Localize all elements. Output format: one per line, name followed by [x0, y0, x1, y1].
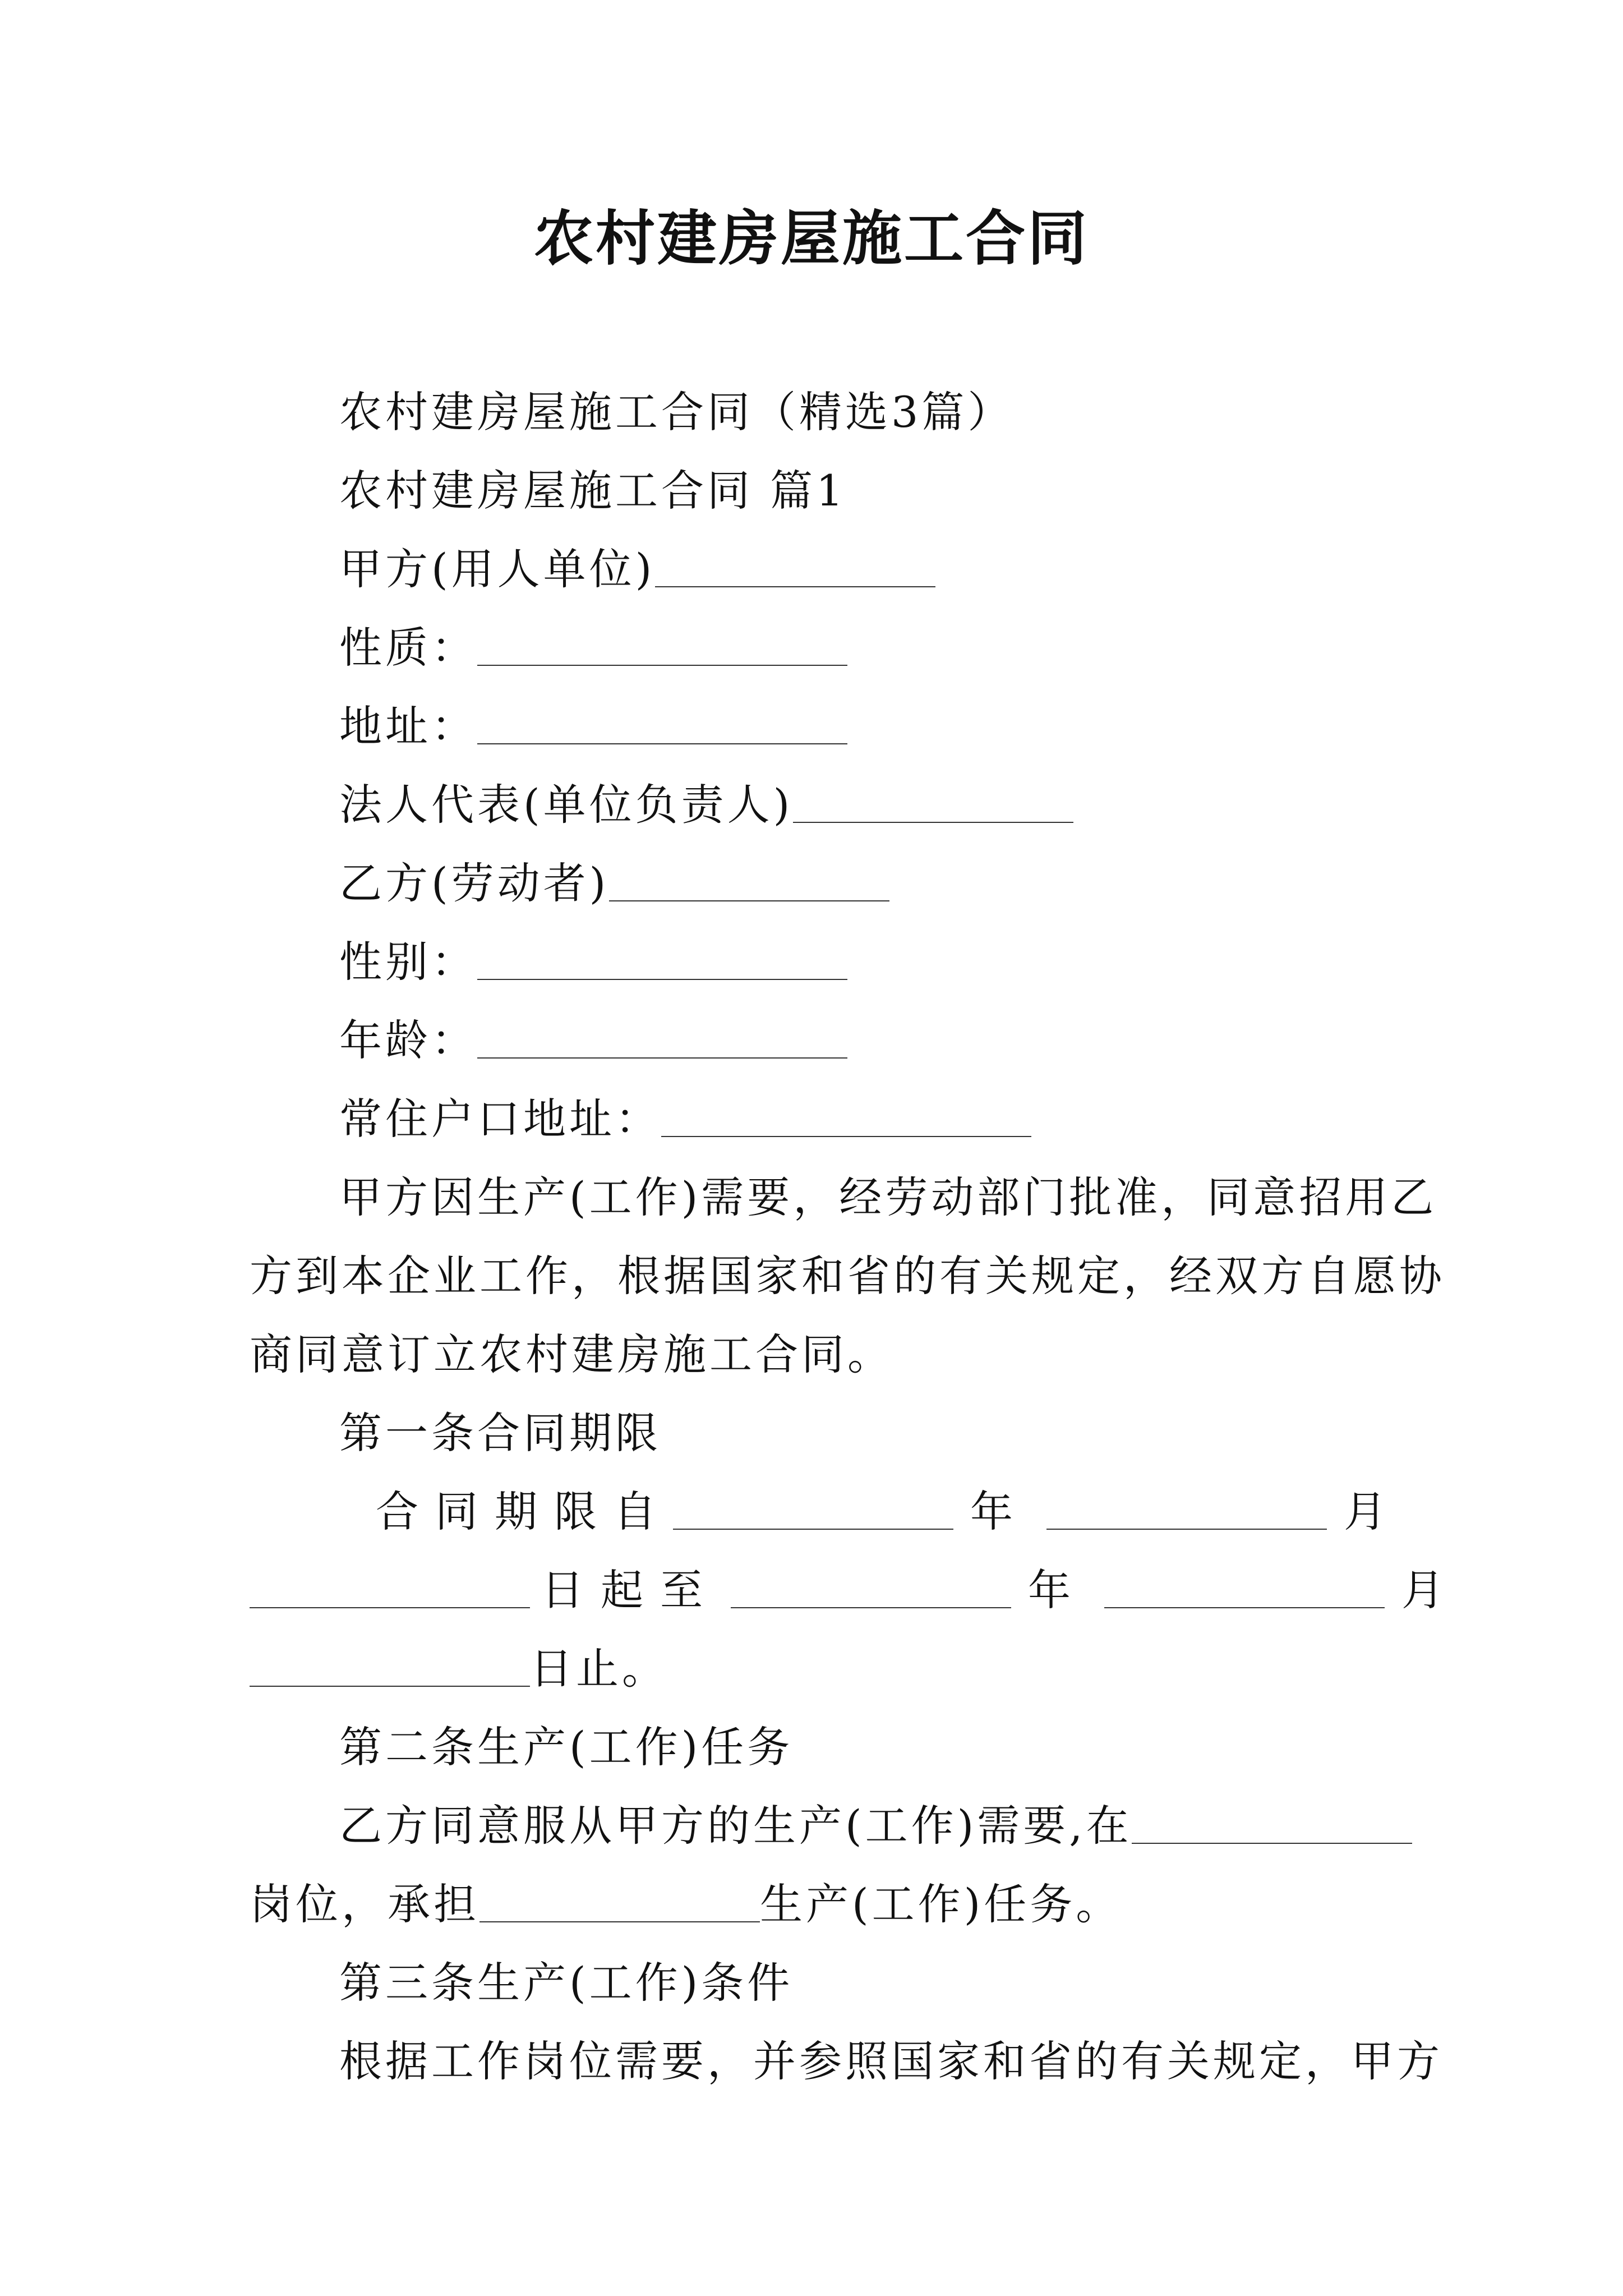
- term-start-year-blank: [673, 1495, 953, 1530]
- legal-rep-blank: [793, 788, 1073, 823]
- term-year-text: 年: [970, 1487, 1030, 1536]
- party-a-label: 甲方(用人单位): [339, 544, 656, 594]
- article-1-title: 第一条合同期限: [339, 1408, 661, 1458]
- term-line-1: [250, 1473, 1403, 1551]
- party-b-label: 乙方(劳动者): [339, 858, 610, 908]
- intro-line-3: 商同意订立农村建房施工合同。: [250, 1329, 893, 1379]
- residence-blank: [661, 1102, 1031, 1137]
- nature-label: 性质：: [339, 623, 477, 673]
- task-line-2-pre: 岗位，承担: [250, 1879, 479, 1929]
- nature-row: [250, 609, 1394, 687]
- term-line-3: [250, 1630, 1394, 1708]
- term-end-text: 日止。: [530, 1644, 668, 1694]
- conditions-line-1: 根据工作岗位需要，并参照国家和省的有关规定，甲方: [339, 2036, 1443, 2086]
- term-start-day-blank: [250, 1573, 530, 1608]
- age-blank: [477, 1024, 847, 1059]
- task-position-blank: [1132, 1809, 1412, 1844]
- nature-blank: [477, 631, 847, 666]
- legal-rep-label: 法人代表(单位负责人): [339, 780, 794, 830]
- task-line-2-post: 生产(工作)任务。: [760, 1879, 1122, 1929]
- residence-label: 常住户口地址：: [339, 1094, 661, 1144]
- term-end-month-blank: [1104, 1573, 1385, 1608]
- document-title: 农村建房屋施工合同: [534, 203, 1089, 273]
- task-line-1-text: 乙方同意服从甲方的生产(工作)需要,在: [339, 1801, 1132, 1851]
- section-heading: 农村建房屋施工合同 篇1: [339, 466, 847, 516]
- gender-row: [250, 923, 1394, 1001]
- gender-blank: [477, 945, 847, 980]
- party-a-blank: [655, 553, 935, 587]
- task-work-blank: [479, 1888, 760, 1922]
- party-b-blank: [609, 867, 889, 901]
- term-year2-text: 年: [1028, 1565, 1087, 1615]
- legal-rep-row: [250, 766, 1394, 844]
- term-end-day-blank: [250, 1652, 530, 1687]
- term-day-from-text: 日起至: [541, 1565, 720, 1615]
- task-line-1: [250, 1787, 1394, 1865]
- term-month-text: 月: [1344, 1487, 1403, 1536]
- term-from-text: 合同期限自: [376, 1487, 673, 1536]
- intro-line-1: 甲方因生产(工作)需要，经劳动部门批准，同意招用乙: [339, 1172, 1437, 1222]
- article-3-title: 第三条生产(工作)条件: [339, 1958, 794, 2008]
- article-2-title: 第二条生产(工作)任务: [339, 1722, 794, 1772]
- subtitle: 农村建房屋施工合同（精选3篇）: [339, 387, 1014, 437]
- task-line-2: [250, 1865, 1394, 1944]
- age-label: 年龄：: [339, 1015, 477, 1065]
- term-start-month-blank: [1046, 1495, 1327, 1530]
- address-row: [250, 687, 1394, 766]
- residence-row: [250, 1080, 1394, 1158]
- intro-line-2: 方到本企业工作，根据国家和省的有关规定，经双方自愿协: [250, 1251, 1445, 1301]
- address-label: 地址：: [339, 701, 477, 751]
- party-b-row: [250, 844, 1394, 923]
- age-row: [250, 1001, 1394, 1080]
- term-month2-text: 月: [1401, 1565, 1461, 1615]
- term-end-year-blank: [731, 1573, 1011, 1608]
- term-line-2: [250, 1551, 1461, 1630]
- party-a-row: [250, 530, 1394, 609]
- address-blank: [477, 710, 847, 744]
- gender-label: 性别：: [339, 937, 477, 987]
